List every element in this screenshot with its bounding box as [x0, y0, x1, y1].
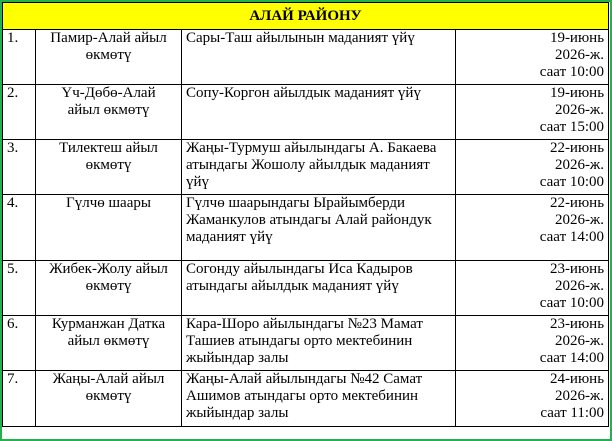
datetime-line: 2026-ж.: [554, 333, 605, 349]
venue-line: Жаңы-Алай айылындагы №42 Самат: [186, 371, 423, 387]
organization-line: өкмөтү: [85, 157, 132, 173]
organization-line: Памир-Алай айыл: [50, 30, 167, 46]
table-row: [3, 30, 609, 85]
datetime-line: 23-июнь: [549, 261, 605, 277]
venue-line: Гүлчө шаарындагы Ырайымберди: [186, 195, 406, 211]
organization-line: айыл өкмөтү: [67, 333, 150, 349]
row-number: 2.: [3, 85, 36, 140]
datetime-line: 2026-ж.: [554, 157, 605, 173]
venue-cell: [182, 195, 456, 261]
datetime-line: 24-июнь: [549, 371, 605, 387]
row-number: 7.: [3, 371, 36, 427]
organization-line: Жаңы-Алай айыл: [52, 371, 165, 387]
row-number: 6.: [3, 316, 36, 371]
datetime-line: 23-июнь: [549, 316, 605, 332]
row-number: 1.: [3, 30, 36, 85]
datetime-line: саат 14:00: [539, 229, 605, 245]
venue-line: үйү: [186, 174, 210, 190]
datetime-line: саат 15:00: [539, 119, 605, 135]
venue-cell: [182, 316, 456, 371]
datetime-line: саат 14:00: [539, 350, 605, 366]
datetime-line: 22-июнь: [549, 140, 605, 156]
row-number: 3.: [3, 140, 36, 195]
organization-cell: [36, 195, 182, 261]
table-row: [3, 85, 609, 140]
organization-line: айыл өкмөтү: [67, 102, 150, 118]
datetime-cell: [456, 316, 609, 371]
organization-line: Үч-Дөбө-Алай: [61, 85, 156, 101]
datetime-cell: [456, 371, 609, 427]
organization-line: Тилектеш айыл: [59, 140, 158, 156]
venue-line: жыйындар залы: [186, 405, 289, 421]
datetime-cell: [456, 261, 609, 316]
datetime-line: саат 10:00: [539, 64, 605, 80]
organization-cell: [36, 85, 182, 140]
venue-line: Ташиев атындагы орто мектебинин: [186, 333, 413, 349]
schedule-table: [2, 2, 609, 427]
venue-cell: [182, 371, 456, 427]
venue-line: Ашимов атындагы орто мектебинин: [186, 388, 419, 404]
venue-line: Сары-Таш айылынын маданият үйү: [186, 30, 415, 46]
venue-line: Жаманкулов атындагы Алай райондук: [186, 212, 432, 228]
venue-line: Согонду айылындагы Иса Кадыров: [186, 261, 413, 277]
datetime-line: 2026-ж.: [554, 102, 605, 118]
organization-line: өкмөтү: [85, 388, 132, 404]
venue-cell: [182, 140, 456, 195]
datetime-line: 2026-ж.: [554, 212, 605, 228]
datetime-line: 2026-ж.: [554, 278, 605, 294]
venue-cell: [182, 85, 456, 140]
venue-line: маданият үйү: [186, 229, 273, 245]
organization-line: өкмөтү: [85, 47, 132, 63]
venue-cell: [182, 30, 456, 85]
table-row: [3, 140, 609, 195]
datetime-line: 22-июнь: [549, 195, 605, 211]
organization-cell: [36, 261, 182, 316]
datetime-cell: [456, 30, 609, 85]
table-title: АЛАЙ РАЙОНУ: [3, 3, 609, 30]
row-number: 5.: [3, 261, 36, 316]
datetime-cell: [456, 85, 609, 140]
datetime-line: 2026-ж.: [554, 47, 605, 63]
organization-line: Гүлчө шаары: [66, 195, 151, 211]
organization-cell: [36, 30, 182, 85]
datetime-cell: [456, 140, 609, 195]
organization-line: өкмөтү: [85, 278, 132, 294]
organization-line: Жибек-Жолу айыл: [49, 261, 168, 277]
venue-cell: [182, 261, 456, 316]
venue-line: Жаңы-Турмуш айылындагы А. Бакаева: [186, 140, 437, 156]
venue-line: Сопу-Коргон айылдык маданият үйү: [186, 85, 421, 101]
venue-line: жыйындар залы: [186, 350, 289, 366]
organization-cell: [36, 140, 182, 195]
row-number: 4.: [3, 195, 36, 261]
venue-line: Кара-Шоро айылындагы №23 Мамат: [186, 316, 423, 332]
datetime-line: 19-июнь: [549, 30, 605, 46]
datetime-line: саат 10:00: [539, 174, 605, 190]
table-row: [3, 371, 609, 427]
table-row: [3, 316, 609, 371]
datetime-line: саат 10:00: [539, 295, 605, 311]
title-row: [3, 3, 609, 30]
venue-line: атындагы Жошолу айылдык маданият: [186, 157, 430, 173]
datetime-line: 2026-ж.: [554, 388, 605, 404]
datetime-cell: [456, 195, 609, 261]
datetime-line: саат 11:00: [540, 405, 605, 421]
organization-line: Курманжан Датка: [51, 316, 166, 332]
organization-cell: [36, 371, 182, 427]
table-row: [3, 195, 609, 261]
datetime-line: 19-июнь: [549, 85, 605, 101]
venue-line: атындагы айылдык маданият үйү: [186, 278, 399, 294]
organization-cell: [36, 316, 182, 371]
table-row: [3, 261, 609, 316]
